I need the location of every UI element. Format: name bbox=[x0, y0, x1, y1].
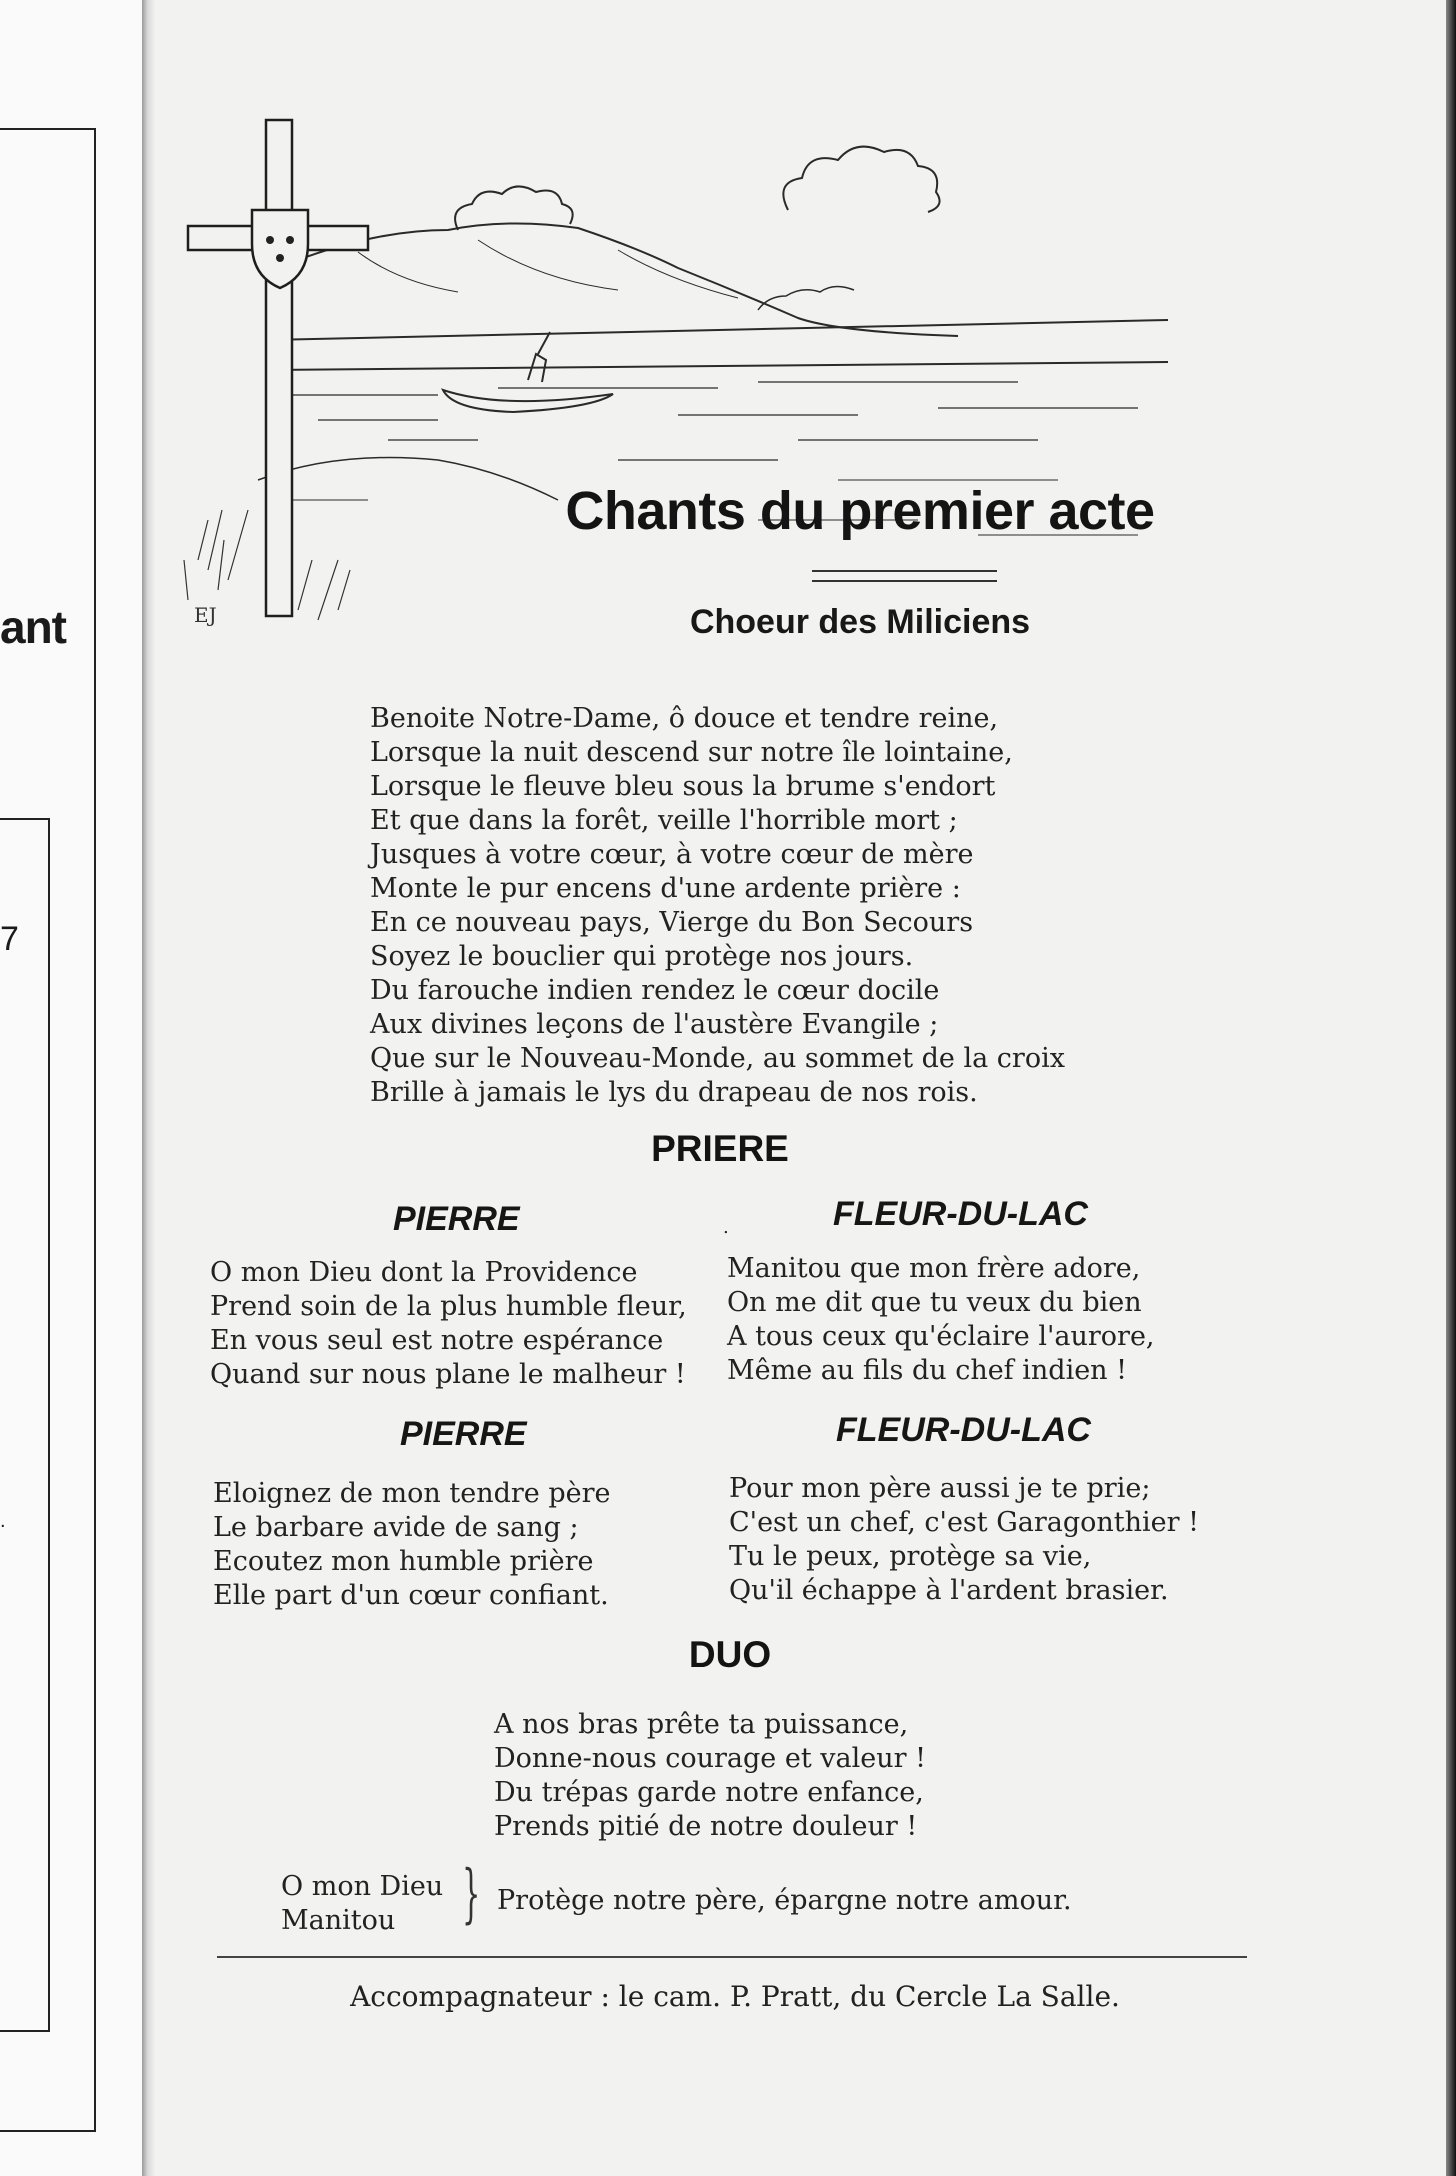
verse-line: Qu'il échappe à l'ardent brasier. bbox=[729, 1575, 1169, 1606]
verse-line: Du trépas garde notre enfance, bbox=[494, 1777, 924, 1808]
verse-line: Lorsque la nuit descend sur notre île lointaine, bbox=[370, 737, 1013, 768]
previous-page-inner-frame bbox=[0, 818, 50, 2032]
verse-line: Eloignez de mon tendre père bbox=[213, 1478, 611, 1509]
duo-singers bbox=[281, 1870, 443, 1938]
duo-verse bbox=[494, 1708, 926, 1844]
role-fleur-du-lac: FLEUR-DU-LAC bbox=[836, 1411, 1091, 1449]
verse-line: Aux divines leçons de l'austère Evangile ; bbox=[370, 1009, 939, 1040]
verse-line: A nos bras prête ta puissance, bbox=[494, 1709, 909, 1740]
verse-line: Tu le peux, protège sa vie, bbox=[729, 1541, 1092, 1572]
canoe bbox=[443, 390, 613, 412]
choeur-verse bbox=[370, 702, 1065, 1110]
singer-name: Manitou bbox=[281, 1905, 396, 1936]
verse-line: On me dit que tu veux du bien bbox=[727, 1287, 1142, 1318]
verse-line: Ecoutez mon humble prière bbox=[213, 1546, 594, 1577]
fleur-du-lac-verse bbox=[729, 1472, 1199, 1608]
column-separator-dot: . bbox=[723, 1217, 729, 1238]
verse-line: Lorsque le fleuve bleu sous la brume s'endort bbox=[370, 771, 996, 802]
role-fleur-du-lac: FLEUR-DU-LAC bbox=[833, 1195, 1088, 1233]
verse-line: Que sur le Nouveau-Monde, au sommet de la croix bbox=[370, 1043, 1065, 1074]
artist-signature: EJ bbox=[194, 603, 217, 627]
verse-line: Du farouche indien rendez le cœur docile bbox=[370, 975, 940, 1006]
pierre-verse bbox=[213, 1477, 611, 1613]
pierre-verse bbox=[210, 1256, 687, 1392]
page-edge bbox=[1446, 0, 1456, 2176]
duo-heading: DUO bbox=[688, 1634, 772, 1675]
verse-line: Pour mon père aussi je te prie; bbox=[729, 1473, 1151, 1504]
verse-line: Quand sur nous plane le malheur ! bbox=[210, 1359, 686, 1390]
verse-line: Prends pitié de notre douleur ! bbox=[494, 1811, 918, 1842]
subtitle: Choeur des Miliciens bbox=[689, 603, 1031, 641]
role-pierre: PIERRE bbox=[400, 1415, 527, 1453]
verse-line: Prend soin de la plus humble fleur, bbox=[210, 1291, 687, 1322]
waterline bbox=[268, 362, 1168, 370]
canoe-figure bbox=[528, 332, 550, 382]
verse-line: Elle part d'un cœur confiant. bbox=[213, 1580, 609, 1611]
verse-line: A tous ceux qu'éclaire l'aurore, bbox=[727, 1321, 1155, 1352]
verse-line: O mon Dieu dont la Providence bbox=[210, 1257, 638, 1288]
priere-heading: PRIERE bbox=[651, 1128, 789, 1169]
previous-page-fragment bbox=[0, 0, 142, 2176]
verse-line: Brille à jamais le lys du drapeau de nos rois. bbox=[370, 1077, 978, 1108]
verse-line: Benoite Notre-Dame, ô douce et tendre reine, bbox=[370, 703, 999, 734]
page-title: Chants du premier acte bbox=[565, 481, 1155, 541]
accompagnateur-credit: Accompagnateur : le cam. P. Pratt, du Cercle La Salle. bbox=[350, 1980, 1120, 2013]
verse-line: En ce nouveau pays, Vierge du Bon Secours bbox=[370, 907, 974, 938]
previous-page-number-fragment: 7 bbox=[0, 920, 19, 958]
duo-refrain: Protège notre père, épargne notre amour. bbox=[497, 1885, 1072, 1916]
previous-page-word-fragment: ant bbox=[0, 601, 66, 653]
verse-line: Manitou que mon frère adore, bbox=[727, 1253, 1141, 1284]
verse-line: Jusques à votre cœur, à votre cœur de mère bbox=[370, 839, 974, 870]
verse-line: En vous seul est notre espérance bbox=[210, 1325, 664, 1356]
verse-line: Même au fils du chef indien ! bbox=[727, 1355, 1128, 1386]
verse-line: Soyez le bouclier qui protège nos jours. bbox=[370, 941, 914, 972]
role-pierre: PIERRE bbox=[393, 1200, 520, 1238]
verse-line: Et que dans la forêt, veille l'horrible mort ; bbox=[370, 805, 958, 836]
verse-line: C'est un chef, c'est Garagonthier ! bbox=[729, 1507, 1199, 1538]
far-shore bbox=[268, 320, 1168, 340]
brace: } bbox=[462, 1857, 481, 1931]
book-spine bbox=[142, 0, 156, 2176]
fleur-du-lac-verse bbox=[727, 1252, 1155, 1388]
landscape-illustration bbox=[194, 140, 1184, 670]
fleur-de-lis-shield bbox=[252, 210, 308, 288]
foreground-hill bbox=[258, 458, 558, 501]
previous-page-mark: . bbox=[0, 1510, 6, 1532]
mountain bbox=[298, 223, 958, 336]
verse-line: Le barbare avide de sang ; bbox=[213, 1512, 579, 1543]
verse-line: Donne-nous courage et valeur ! bbox=[494, 1743, 926, 1774]
cloud-right bbox=[783, 147, 939, 212]
singer-name: O mon Dieu bbox=[281, 1871, 444, 1902]
title-rule bbox=[812, 570, 997, 582]
footer-rule bbox=[217, 1956, 1247, 1958]
verse-line: Monte le pur encens d'une ardente prière : bbox=[370, 873, 961, 904]
